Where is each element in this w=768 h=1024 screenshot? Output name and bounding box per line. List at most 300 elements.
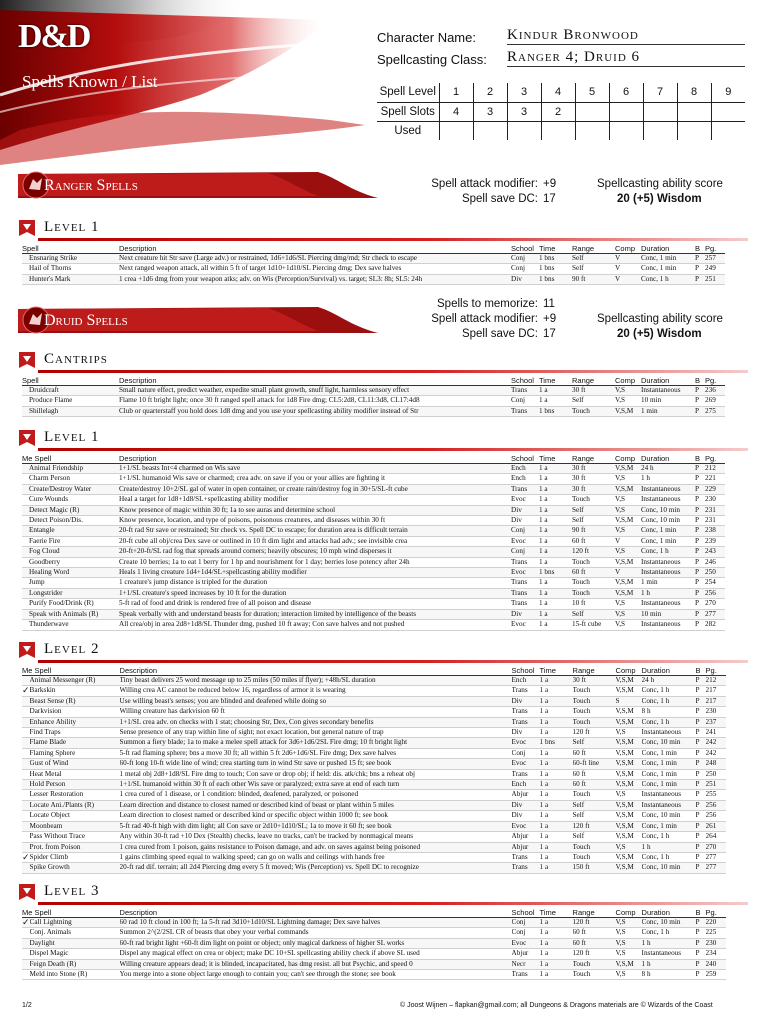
- slot-count-9[interactable]: [711, 102, 745, 121]
- spell-name: Heat Metal: [30, 769, 120, 779]
- slot-count-8[interactable]: [677, 102, 711, 121]
- spell-school: Evoc: [511, 568, 539, 578]
- spell-row[interactable]: [22, 599, 725, 609]
- slot-count-3[interactable]: 3: [507, 102, 541, 121]
- slot-used-1[interactable]: [439, 121, 473, 140]
- spell-pg: 242: [706, 738, 726, 748]
- spell-row[interactable]: [22, 406, 725, 416]
- spell-comp: V: [615, 536, 641, 546]
- spell-row[interactable]: [22, 728, 726, 738]
- prepared-checkbox[interactable]: [22, 505, 29, 515]
- prepared-checkbox[interactable]: [22, 800, 30, 810]
- spell-dur: Instantaneous: [641, 484, 695, 494]
- spell-book: P: [695, 254, 705, 264]
- spell-dur: Instantaneous: [641, 568, 695, 578]
- spell-dur: 1 h: [642, 959, 696, 969]
- prepared-checkbox[interactable]: [22, 557, 29, 567]
- spell-book: P: [695, 264, 705, 274]
- spell-range: Touch: [572, 588, 615, 598]
- section-header: [18, 428, 748, 452]
- section-icon: [18, 218, 36, 238]
- spell-row[interactable]: [22, 970, 726, 980]
- spell-dur: Conc, 1 min: [641, 264, 695, 274]
- druid-memorize-value[interactable]: 11: [543, 298, 555, 310]
- prepared-checkbox[interactable]: [22, 780, 30, 790]
- prepared-checkbox[interactable]: [22, 609, 29, 619]
- spell-pg: 250: [705, 568, 725, 578]
- spell-comp: V,S,M: [616, 832, 642, 842]
- spell-row[interactable]: [22, 676, 726, 686]
- ranger-dc-value[interactable]: 17: [543, 193, 556, 205]
- spell-school: Evoc: [512, 938, 540, 948]
- slot-used-4[interactable]: [541, 121, 575, 140]
- prepared-checkbox[interactable]: [22, 676, 30, 686]
- spell-row[interactable]: [22, 686, 726, 696]
- spell-desc: 60 rad 10 ft cloud in 100 ft; 1a 5-ft rad 3d10+1d10/SL Lightning damage; Dex save halves: [120, 918, 512, 928]
- col-header-description: Description: [119, 376, 511, 386]
- spell-comp: V,S,M: [616, 852, 642, 862]
- spell-book: P: [696, 748, 706, 758]
- spell-desc: Know presence, location, and type of poisons, poisonous creatures, and diseases within 30 ft: [119, 516, 511, 526]
- slot-level-7: 7: [643, 83, 677, 102]
- spell-pg: 277: [706, 852, 726, 862]
- spell-dur: Instantaneous: [641, 386, 695, 396]
- section-title: Cantrips: [44, 351, 108, 367]
- spell-range: 120 ft: [573, 949, 616, 959]
- spell-book: P: [695, 495, 705, 505]
- spell-pg: 229: [705, 484, 725, 494]
- spell-row[interactable]: [22, 938, 726, 948]
- spell-comp: V,S,M: [616, 863, 642, 873]
- prepared-checkbox[interactable]: [22, 484, 29, 494]
- spell-comp: V,S: [615, 599, 641, 609]
- prepared-checkbox[interactable]: [22, 547, 29, 557]
- prepared-checkbox[interactable]: [22, 832, 30, 842]
- spell-book: P: [696, 800, 706, 810]
- spell-time: 1 a: [539, 599, 572, 609]
- spell-book: P: [695, 557, 705, 567]
- spell-book: P: [696, 852, 706, 862]
- prepared-checkbox[interactable]: ✓: [22, 852, 30, 862]
- prepared-checkbox[interactable]: [22, 474, 29, 484]
- slot-count-7[interactable]: [643, 102, 677, 121]
- spell-range: Touch: [572, 495, 615, 505]
- slot-used-3[interactable]: [507, 121, 541, 140]
- col-header-range: Range: [572, 244, 615, 254]
- spell-dur: Instantaneous: [641, 620, 695, 630]
- spell-row[interactable]: [22, 707, 726, 717]
- prepared-checkbox[interactable]: [22, 588, 29, 598]
- spell-range: Touch: [573, 842, 616, 852]
- spell-school: Conj: [511, 254, 539, 264]
- spell-pg: 256: [706, 800, 726, 810]
- spell-row[interactable]: [22, 959, 726, 969]
- spell-row[interactable]: [22, 949, 726, 959]
- spell-pg: 243: [705, 547, 725, 557]
- spell-name: Hunter's Mark: [29, 274, 119, 284]
- spell-name: Moonbeam: [30, 821, 120, 831]
- prepared-checkbox[interactable]: [22, 938, 30, 948]
- spell-row[interactable]: [22, 396, 725, 406]
- spell-row[interactable]: [22, 863, 726, 873]
- col-header-description: Description: [120, 666, 512, 676]
- spell-table: [22, 666, 726, 874]
- spell-row[interactable]: [22, 464, 725, 474]
- spell-row[interactable]: [22, 738, 726, 748]
- ranger-banner-title: Ranger Spells: [44, 177, 138, 194]
- spell-school: Conj: [512, 748, 540, 758]
- spell-pg: 250: [706, 769, 726, 779]
- spell-school: Ench: [511, 474, 539, 484]
- spell-time: 1 bns: [539, 264, 572, 274]
- spell-pg: 275: [705, 406, 725, 416]
- slot-used-8[interactable]: [677, 121, 711, 140]
- spell-row[interactable]: [22, 474, 725, 484]
- spell-row[interactable]: [22, 821, 726, 831]
- prepared-checkbox[interactable]: [22, 790, 30, 800]
- spell-comp: V,S: [615, 474, 641, 484]
- spell-school: Conj: [512, 928, 540, 938]
- spell-time: 1 a: [539, 464, 572, 474]
- spell-desc: Dispel any magical effect on crea or object; make DC 10+SL spellcasting ability check if above SL used: [120, 949, 512, 959]
- spell-desc: 1+1/SL creature's speed increases by 10 ft for the duration: [119, 588, 511, 598]
- spell-row[interactable]: [22, 516, 725, 526]
- slot-used-6[interactable]: [609, 121, 643, 140]
- spell-row[interactable]: [22, 588, 725, 598]
- spell-name: Goodberry: [29, 557, 119, 567]
- spell-name: Locate Ani./Plants (R): [30, 800, 120, 810]
- ranger-ability-value[interactable]: 20 (+5) Wisdom: [617, 193, 702, 205]
- spell-pg: 259: [706, 970, 726, 980]
- prepared-checkbox[interactable]: [22, 728, 30, 738]
- spell-dur: Conc, 1 min: [642, 748, 696, 758]
- spell-name: Fog Cloud: [29, 547, 119, 557]
- spell-row[interactable]: [22, 748, 726, 758]
- prepared-checkbox[interactable]: ✓: [22, 917, 30, 927]
- spell-row[interactable]: [22, 790, 726, 800]
- table-header-row: [22, 454, 725, 464]
- prepared-checkbox[interactable]: [22, 396, 29, 406]
- spell-range: Self: [572, 516, 615, 526]
- spell-school: Ench: [512, 780, 540, 790]
- spell-dur: Conc, 1 h: [642, 686, 696, 696]
- spell-desc: Sense presence of any trap within line of sight; not exact location, but general nature of trap: [120, 728, 512, 738]
- spell-school: Evoc: [511, 495, 539, 505]
- prepared-checkbox[interactable]: [22, 717, 30, 727]
- spell-name: Purify Food/Drink (R): [29, 599, 119, 609]
- spell-pg: 241: [706, 728, 726, 738]
- spell-name: Locate Object: [30, 811, 120, 821]
- spell-school: Abjur: [512, 842, 540, 852]
- spell-pg: 217: [706, 686, 726, 696]
- spell-book: P: [695, 536, 705, 546]
- spell-slot-grid: [377, 83, 745, 140]
- spell-row[interactable]: [22, 568, 725, 578]
- prepared-checkbox[interactable]: [22, 386, 29, 396]
- col-header-time: Time: [540, 908, 573, 918]
- spell-book: P: [696, 928, 706, 938]
- spell-comp: V,S,M: [616, 717, 642, 727]
- spell-dur: 8 h: [642, 970, 696, 980]
- druid-ability-value[interactable]: 20 (+5) Wisdom: [617, 328, 702, 340]
- spell-dur: Conc, 1 min: [642, 759, 696, 769]
- spell-row[interactable]: [22, 578, 725, 588]
- spell-range: 90 ft: [572, 526, 615, 536]
- spell-pg: 237: [706, 717, 726, 727]
- spell-row[interactable]: [22, 264, 725, 274]
- spell-book: P: [696, 780, 706, 790]
- prepared-checkbox[interactable]: [22, 568, 29, 578]
- col-header-book: B: [695, 244, 705, 254]
- prepared-checkbox[interactable]: [22, 769, 30, 779]
- spell-book: P: [696, 842, 706, 852]
- spell-school: Trans: [512, 707, 540, 717]
- prepared-checkbox[interactable]: ✓: [22, 685, 30, 696]
- spell-row[interactable]: [22, 717, 726, 727]
- prepared-checkbox[interactable]: [22, 526, 29, 536]
- page-number: 1/2: [22, 1002, 32, 1009]
- spell-row[interactable]: [22, 557, 725, 567]
- spell-dur: 1 min: [641, 578, 695, 588]
- spell-row[interactable]: [22, 842, 726, 852]
- section-divider: [38, 448, 748, 451]
- spell-name: Barkskin: [30, 686, 120, 696]
- spell-dur: Conc, 1 min: [641, 254, 695, 264]
- prepared-checkbox[interactable]: [22, 254, 29, 264]
- table-header-row: [22, 376, 725, 386]
- section-header: [18, 640, 748, 664]
- spell-pg: 256: [705, 588, 725, 598]
- prepared-checkbox[interactable]: [22, 811, 30, 821]
- prepared-checkbox[interactable]: [22, 599, 29, 609]
- slot-count-5[interactable]: [575, 102, 609, 121]
- spell-comp: V,S: [615, 505, 641, 515]
- spell-table: [22, 908, 726, 980]
- slot-used-5[interactable]: [575, 121, 609, 140]
- spell-range: Touch: [573, 959, 616, 969]
- spell-time: 1 bns: [539, 274, 572, 284]
- spell-school: Trans: [512, 852, 540, 862]
- spell-row[interactable]: [22, 547, 725, 557]
- spell-school: Div: [512, 728, 540, 738]
- spell-row[interactable]: [22, 484, 725, 494]
- prepared-checkbox[interactable]: [22, 516, 29, 526]
- spell-school: Trans: [512, 717, 540, 727]
- spell-range: Touch: [573, 717, 616, 727]
- spell-book: P: [696, 707, 706, 717]
- spell-school: Trans: [512, 769, 540, 779]
- spell-row[interactable]: [22, 620, 725, 630]
- table-header-row: [22, 908, 726, 918]
- prepared-checkbox[interactable]: [22, 536, 29, 546]
- spell-book: P: [696, 686, 706, 696]
- prepared-checkbox[interactable]: [22, 748, 30, 758]
- prepared-checkbox[interactable]: [22, 707, 30, 717]
- spell-row[interactable]: [22, 505, 725, 515]
- spell-row[interactable]: [22, 536, 725, 546]
- prepared-checkbox[interactable]: [22, 495, 29, 505]
- spell-range: Self: [573, 800, 616, 810]
- spell-pg: 231: [705, 505, 725, 515]
- prepared-checkbox[interactable]: [22, 696, 30, 706]
- spell-book: P: [695, 464, 705, 474]
- spell-desc: Small nature effect, predict weather, expedite small plant growth, snuff light, harmless sensory effect: [119, 386, 511, 396]
- spell-name: Pass Without Trace: [30, 832, 120, 842]
- druid-attack-label: Spell attack modifier:: [431, 313, 538, 325]
- spellcasting-class-field[interactable]: Ranger 4; Druid 6: [507, 49, 745, 67]
- spell-row[interactable]: [22, 274, 725, 284]
- spell-row[interactable]: [22, 852, 726, 862]
- spell-desc: Learn direction to closest named or described kind or specific object within 1000 ft; see book: [120, 811, 512, 821]
- spell-row[interactable]: [22, 832, 726, 842]
- spell-comp: V,S,M: [615, 588, 641, 598]
- prepared-checkbox[interactable]: [22, 863, 30, 873]
- col-header-me: Me: [22, 908, 33, 917]
- spell-name: Thunderwave: [29, 620, 119, 630]
- table-header-row: [22, 244, 725, 254]
- spell-row[interactable]: [22, 526, 725, 536]
- prepared-checkbox[interactable]: [22, 928, 30, 938]
- col-header-spell: Spell: [22, 244, 119, 254]
- spell-school: Abjur: [512, 832, 540, 842]
- prepared-checkbox[interactable]: [22, 959, 30, 969]
- prepared-checkbox[interactable]: [22, 274, 29, 284]
- slot-used-7[interactable]: [643, 121, 677, 140]
- spell-time: 1 a: [540, 832, 573, 842]
- col-header-page: Pg.: [706, 908, 726, 918]
- col-header-duration: Duration: [642, 666, 696, 676]
- spell-comp: V,S,M: [616, 738, 642, 748]
- spell-dur: Instantaneous: [641, 495, 695, 505]
- ranger-dc-label: Spell save DC:: [461, 193, 538, 205]
- prepared-checkbox[interactable]: [22, 264, 29, 274]
- spell-row[interactable]: [22, 800, 726, 810]
- spell-row[interactable]: [22, 811, 726, 821]
- slots-used-label: Used: [394, 124, 422, 137]
- slot-used-2[interactable]: [473, 121, 507, 140]
- spell-time: 1 a: [540, 696, 573, 706]
- spell-book: P: [696, 717, 706, 727]
- druid-attack-value[interactable]: +9: [543, 313, 557, 325]
- spell-row[interactable]: [22, 696, 726, 706]
- slot-used-9[interactable]: [711, 121, 745, 140]
- spell-dur: Conc, 10 min: [642, 918, 696, 928]
- spell-name: Darkvision: [30, 707, 120, 717]
- col-header-duration: Duration: [641, 454, 695, 464]
- prepared-checkbox[interactable]: [22, 464, 29, 474]
- spell-desc: 1+1/SL crea adv. on checks with 1 stat; choosing Str, Dex, Con gives secondary benefits: [120, 717, 512, 727]
- slot-level-1: 1: [439, 83, 473, 102]
- spell-pg: 225: [706, 928, 726, 938]
- spell-row[interactable]: [22, 769, 726, 779]
- spell-row[interactable]: [22, 495, 725, 505]
- col-header-time: Time: [539, 454, 572, 464]
- slot-count-1[interactable]: 4: [439, 102, 473, 121]
- slot-level-2: 2: [473, 83, 507, 102]
- prepared-checkbox[interactable]: [22, 620, 29, 630]
- col-header-school: School: [512, 666, 540, 676]
- spell-name: Meld into Stone (R): [30, 970, 120, 980]
- spell-desc: 5-ft rad of food and drink is rendered free of all poison and disease: [119, 599, 511, 609]
- prepared-checkbox[interactable]: [22, 949, 30, 959]
- prepared-checkbox[interactable]: [22, 406, 29, 416]
- spell-comp: V: [615, 264, 641, 274]
- spell-book: P: [695, 578, 705, 588]
- spell-time: 1 a: [540, 769, 573, 779]
- spell-range: 30 ft: [573, 676, 616, 686]
- spell-row[interactable]: [22, 928, 726, 938]
- spell-book: P: [696, 676, 706, 686]
- spell-school: Trans: [512, 970, 540, 980]
- slot-level-8: 8: [677, 83, 711, 102]
- spell-comp: V,S: [615, 386, 641, 396]
- spell-name: Conj. Animals: [30, 928, 120, 938]
- prepared-checkbox[interactable]: [22, 578, 29, 588]
- spell-row[interactable]: [22, 609, 725, 619]
- spell-pg: 251: [705, 274, 725, 284]
- spell-desc: Willing crea AC cannot be reduced below 16, regardless of armor it is wearing: [120, 686, 512, 696]
- spell-name: Dispel Magic: [30, 949, 120, 959]
- spell-row[interactable]: [22, 780, 726, 790]
- spell-book: P: [695, 516, 705, 526]
- druid-dc-value[interactable]: 17: [543, 328, 556, 340]
- ranger-attack-value[interactable]: +9: [543, 178, 557, 190]
- spell-range: Self: [573, 811, 616, 821]
- spell-dur: Conc, 1 min: [641, 526, 695, 536]
- prepared-checkbox[interactable]: [22, 759, 30, 769]
- spell-pg: 254: [705, 578, 725, 588]
- col-header-book: B: [696, 908, 706, 918]
- col-header-comp: Comp: [615, 454, 641, 464]
- spell-name: Healing Word: [29, 568, 119, 578]
- spell-name: Druidcraft: [29, 386, 119, 396]
- spell-row[interactable]: [22, 386, 725, 396]
- prepared-checkbox[interactable]: [22, 842, 30, 852]
- spell-school: Div: [512, 811, 540, 821]
- spell-pg: 264: [706, 832, 726, 842]
- spell-row[interactable]: [22, 759, 726, 769]
- slot-count-4[interactable]: 2: [541, 102, 575, 121]
- spell-pg: 212: [706, 676, 726, 686]
- spell-school: Conj: [511, 547, 539, 557]
- spell-school: Conj: [511, 264, 539, 274]
- spell-time: 1 a: [539, 396, 572, 406]
- spell-range: 120 ft: [572, 547, 615, 557]
- spell-row[interactable]: [22, 918, 726, 928]
- spell-book: P: [695, 406, 705, 416]
- spell-range: 120 ft: [573, 728, 616, 738]
- spell-name: Beast Sense (R): [30, 696, 120, 706]
- spell-time: 1 a: [540, 928, 573, 938]
- slot-count-6[interactable]: [609, 102, 643, 121]
- spell-name: Faerie Fire: [29, 536, 119, 546]
- prepared-checkbox[interactable]: [22, 738, 30, 748]
- character-name-field[interactable]: Kindur Bronwood: [507, 27, 745, 45]
- col-header-comp: Comp: [616, 908, 642, 918]
- prepared-checkbox[interactable]: [22, 970, 30, 980]
- spell-comp: V,S,M: [615, 406, 641, 416]
- spell-school: Trans: [511, 406, 539, 416]
- spell-comp: V,S,M: [616, 759, 642, 769]
- spell-name: Animal Friendship: [29, 464, 119, 474]
- spell-desc: Speak verbally with and understand beasts for duration; interaction limited by intelligence of the beasts: [119, 609, 511, 619]
- spell-dur: 10 min: [641, 396, 695, 406]
- spell-range: Touch: [573, 790, 616, 800]
- spell-row[interactable]: [22, 254, 725, 264]
- slot-count-2[interactable]: 3: [473, 102, 507, 121]
- prepared-checkbox[interactable]: [22, 821, 30, 831]
- spell-pg: 230: [706, 938, 726, 948]
